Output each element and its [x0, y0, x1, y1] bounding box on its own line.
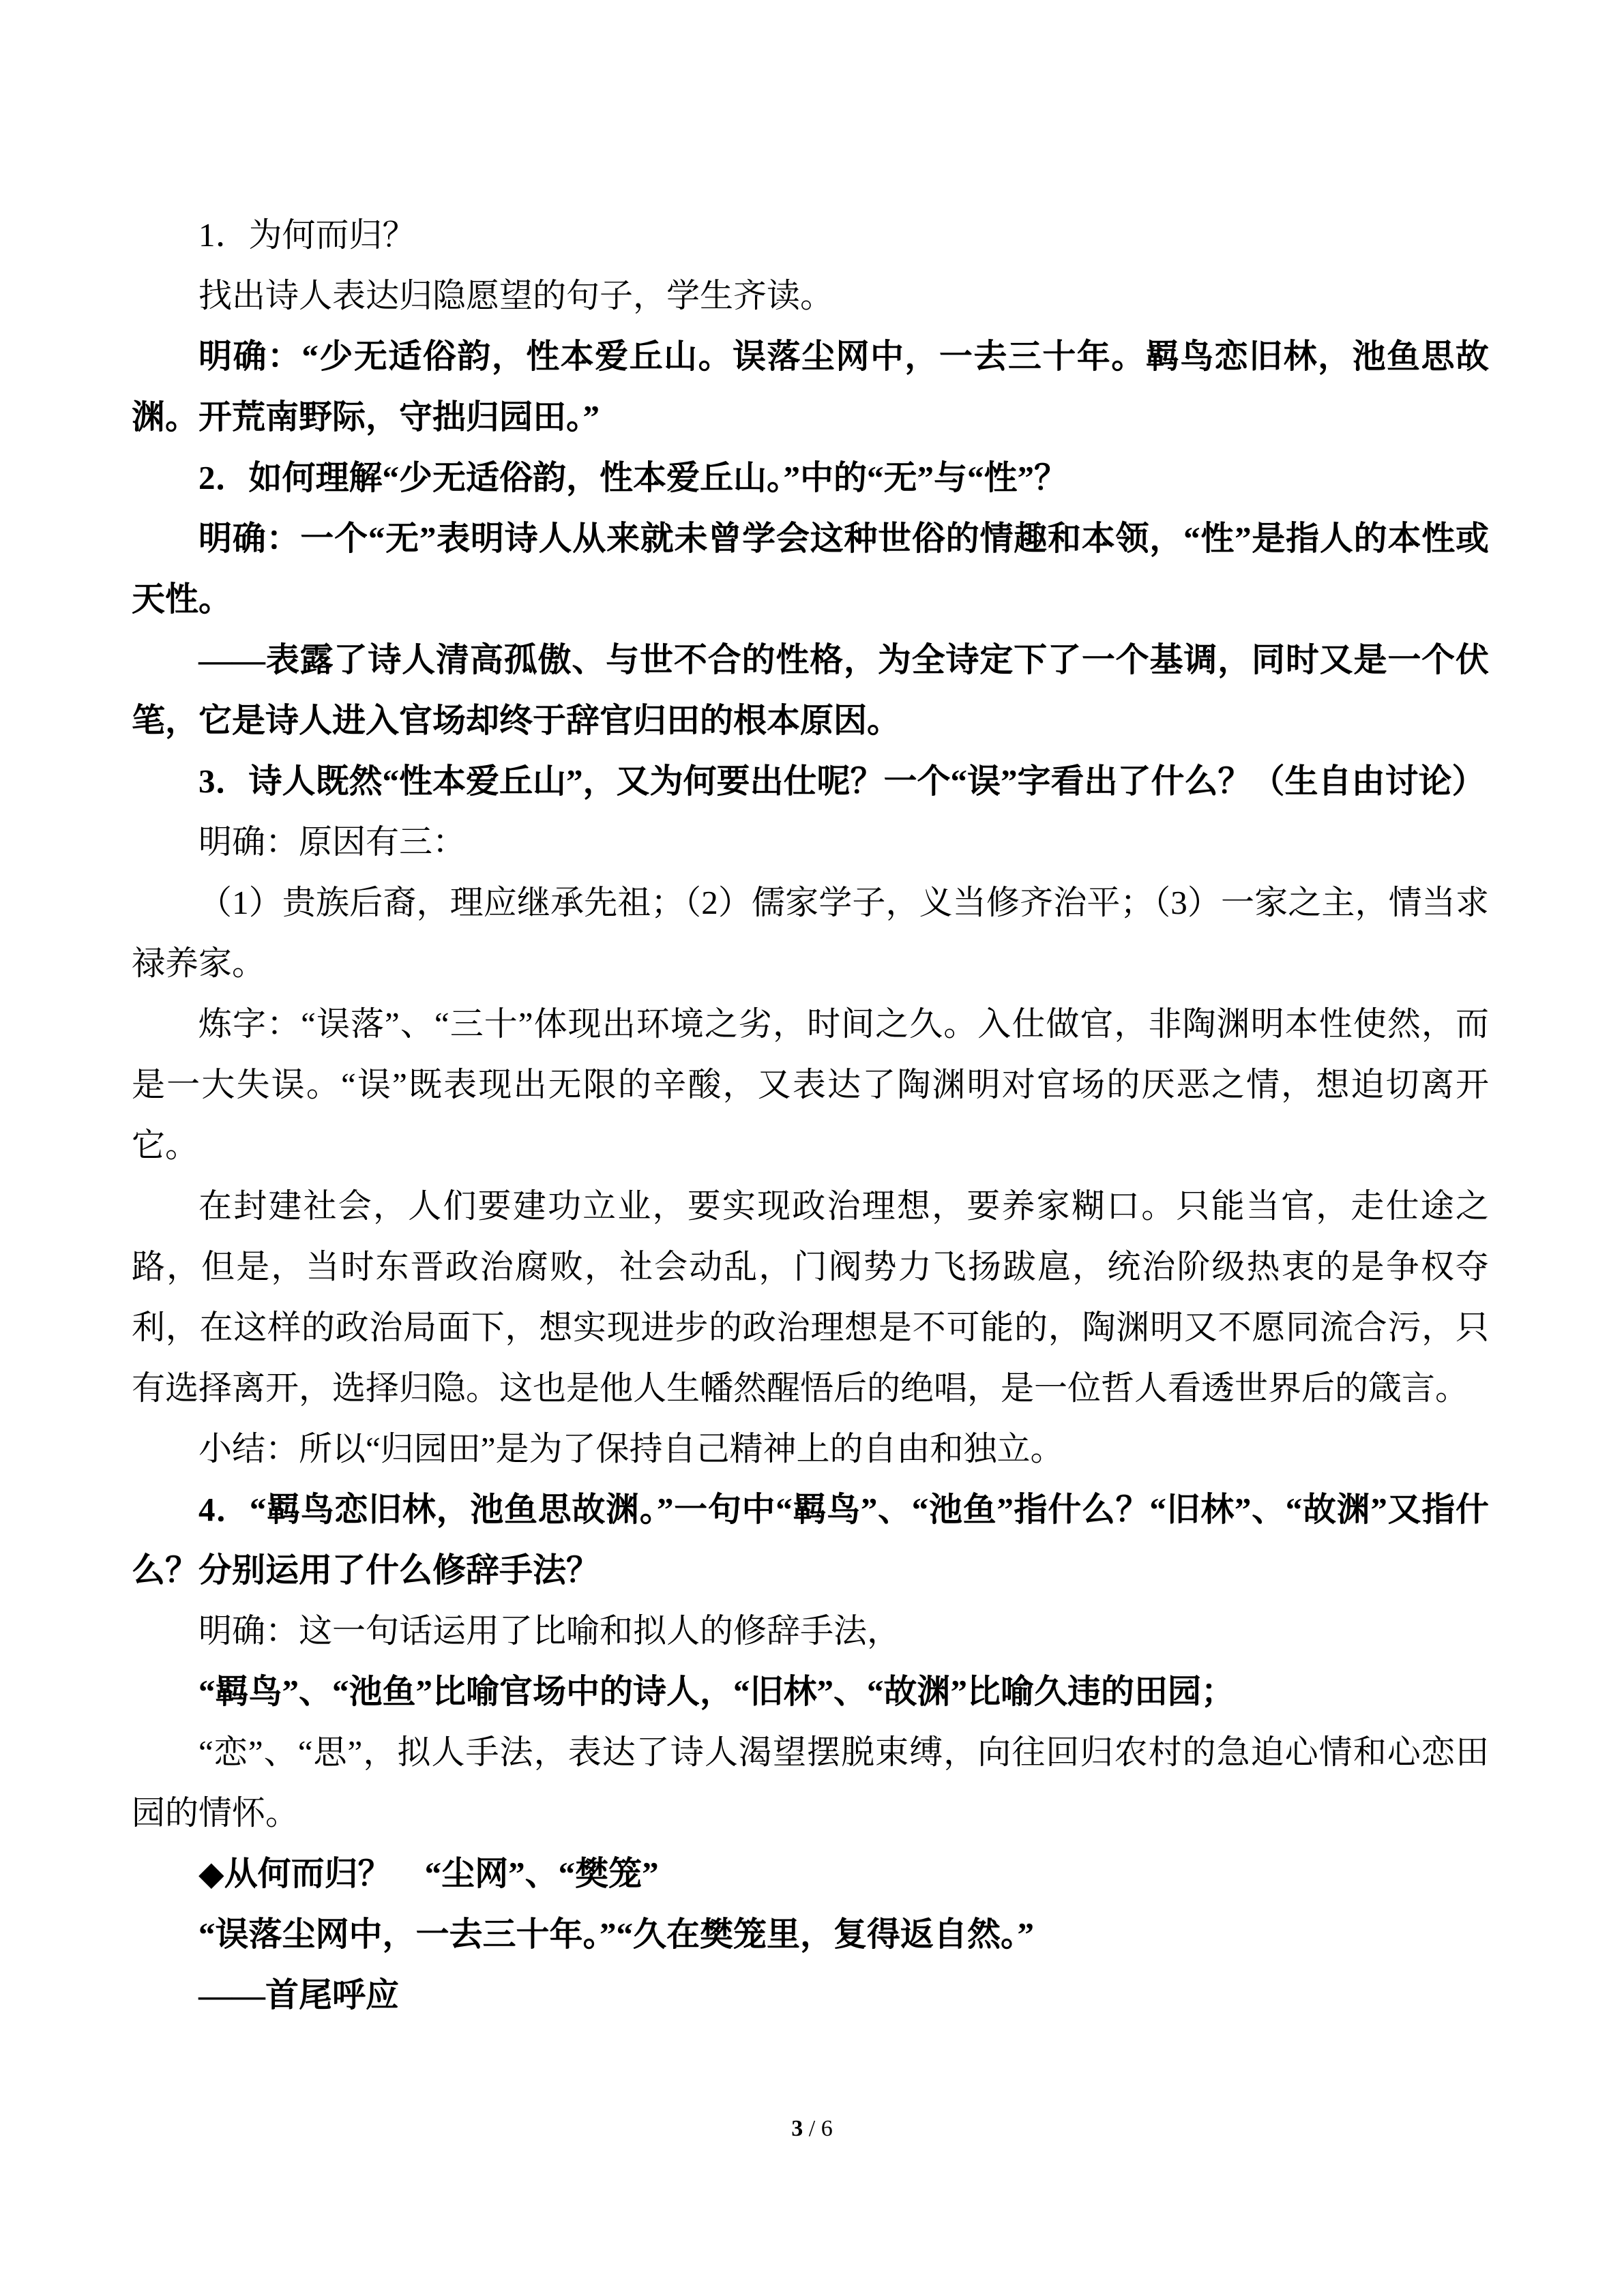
paragraph: “误落尘网中，一去三十年。”“久在樊笼里，复得返自然。”	[198, 1915, 1035, 1953]
paragraph: 在封建社会，人们要建功立业，要实现政治理想，要养家糊口。只能当官，走仕途之路，但是，当时东晋政治腐败，社会动乱，门阀势力飞扬跋扈，统治阶级热衷的是争权夺利，在这样的政治局面下，想实现进步的政治理想是不可能的，陶渊明又不愿同流合污，只有选择离开，选择归隐。这也是他人生幡然醒悟后的绝唱，是一位哲人看透世界后的箴言。	[132, 1187, 1489, 1407]
paragraph: 明确：这一句话运用了比喻和拟人的修辞手法，	[198, 1612, 901, 1650]
paragraph: 炼字：“误落”、“三十”体现出环境之劣，时间之久。入仕做官，非陶渊明本性使然，而是一大失误。“误”既表现出无限的辛酸，又表达了陶渊明对官场的厌恶之情，想迫切离开它。	[132, 1005, 1489, 1164]
paragraph: ——首尾呼应	[198, 1976, 400, 2014]
paragraph: 明确：“少无适俗韵，性本爱丘山。误落尘网中，一去三十年。羁鸟恋旧林，池鱼思故渊。开荒南野际，守拙归园田。”	[132, 338, 1489, 436]
document-body	[132, 205, 1489, 2025]
paragraph: “羁鸟”、“池鱼”比喻官场中的诗人，“旧林”、“故渊”比喻久违的田园；	[198, 1673, 1235, 1710]
paragraph: （1）贵族后裔，理应继承先祖；（2）儒家学子，义当修齐治平；（3）一家之主，情当求禄养家。	[132, 884, 1489, 982]
paragraph: 明确：原因有三：	[198, 823, 467, 861]
page-number-current: 3	[791, 2116, 803, 2141]
paragraph: 明确：一个“无”表明诗人从来就未曾学会这种世俗的情趣和本领，“性”是指人的本性或天性。	[132, 520, 1489, 618]
page-number-separator: /	[803, 2116, 821, 2141]
paragraph: 1．为何而归？	[198, 216, 416, 254]
page-number-total: 6	[821, 2116, 833, 2141]
paragraph: ◆从何而归？ “尘网”、“樊笼”	[198, 1855, 659, 1892]
page-number	[0, 2115, 1624, 2143]
paragraph: “恋”、“思”，拟人手法，表达了诗人渴望摆脱束缚，向往回归农村的急迫心情和心恋田园的情怀。	[132, 1733, 1489, 1832]
paragraph: 4．“羁鸟恋旧林，池鱼思故渊。”一句中“羁鸟”、“池鱼”指什么？“旧林”、“故渊”又指什么？分别运用了什么修辞手法？	[132, 1491, 1489, 1589]
paragraph: 小结：所以“归园田”是为了保持自己精神上的自由和独立。	[198, 1430, 1064, 1467]
paragraph: 2．如何理解“少无适俗韵，性本爱丘山。”中的“无”与“性”？	[198, 459, 1068, 496]
paragraph: ——表露了诗人清高孤傲、与世不合的性格，为全诗定下了一个基调，同时又是一个伏笔，它是诗人进入官场却终于辞官归田的根本原因。	[132, 641, 1489, 739]
paragraph: 找出诗人表达归隐愿望的句子，学生齐读。	[198, 277, 834, 314]
paragraph: 3．诗人既然“性本爱丘山”，又为何要出仕呢？一个“误”字看出了什么？（生自由讨论）	[198, 762, 1486, 800]
